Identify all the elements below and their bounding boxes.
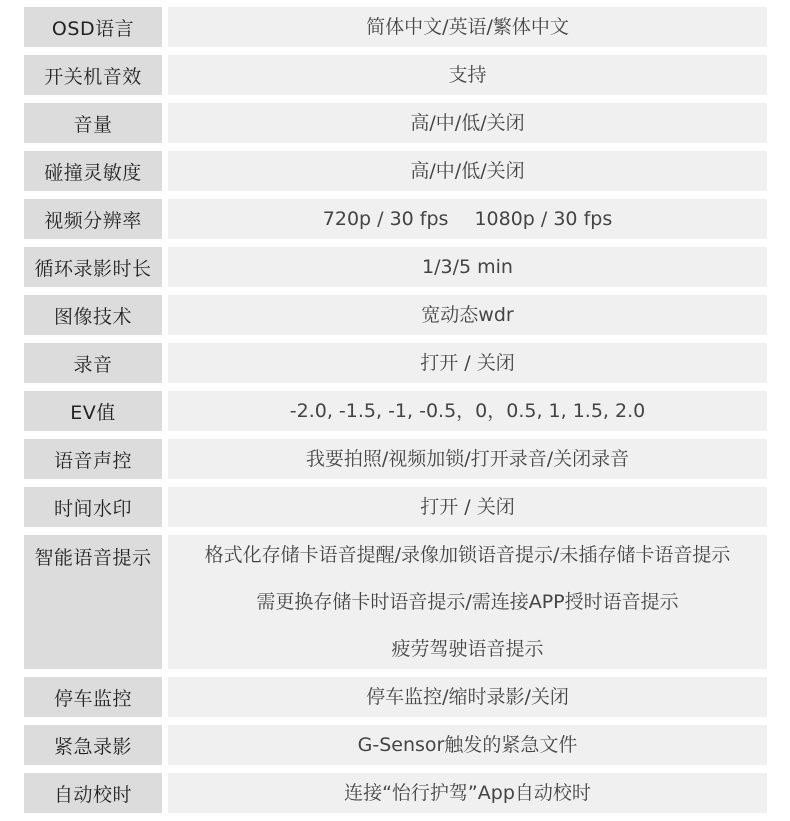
resolution-720p: 720p / 30 fps [322, 208, 449, 230]
spec-value [168, 7, 767, 47]
spec-row-collision-sensitivity [24, 151, 767, 191]
spec-value-text: -2.0, -1.5, -1, -0.5，0，0.5, 1, 1.5, 2.0 [289, 400, 646, 422]
spec-value-text: G-Sensor触发的紧急文件 [357, 734, 578, 756]
spec-label: 时间水印 [24, 487, 162, 527]
spec-value-text: 支持 [448, 64, 487, 86]
spec-row-time-watermark [24, 487, 767, 527]
spec-value-text: 疲劳驾驶语音提示 [391, 638, 544, 660]
spec-row-image-technology [24, 295, 767, 335]
spec-value-text: 连接“怡行护驾”App自动校时 [344, 782, 591, 804]
spec-value-text: 需更换存储卡时语音提示/需连接APP授时语音提示 [256, 591, 679, 613]
spec-value [168, 487, 767, 527]
spec-label: 图像技术 [24, 295, 162, 335]
spec-value [168, 677, 767, 717]
spec-value-text: 打开 / 关闭 [420, 352, 515, 374]
spec-value-text: 高/中/低/关闭 [410, 160, 525, 182]
spec-row-smart-voice-prompt [24, 535, 767, 669]
spec-row-audio-recording [24, 343, 767, 383]
spec-row-osd-language [24, 7, 767, 47]
spec-label: 碰撞灵敏度 [24, 151, 162, 191]
spec-value [168, 199, 767, 239]
spec-label: 音量 [24, 103, 162, 143]
spec-label: 视频分辨率 [24, 199, 162, 239]
spec-value [168, 391, 767, 431]
spec-row-emergency-recording [24, 725, 767, 765]
spec-row-voice-control [24, 439, 767, 479]
spec-row-loop-recording [24, 247, 767, 287]
spec-value-text-pair [323, 207, 612, 231]
spec-table [24, 0, 767, 821]
spec-value-text: 我要拍照/视频加锁/打开录音/关闭录音 [305, 448, 630, 470]
spec-value [168, 725, 767, 765]
spec-row-power-sound [24, 55, 767, 95]
spec-value-text: 高/中/低/关闭 [410, 112, 525, 134]
spec-label: 智能语音提示 [24, 535, 162, 669]
spec-value [168, 295, 767, 335]
spec-row-ev-value [24, 391, 767, 431]
spec-value-text: 格式化存储卡语音提醒/录像加锁语音提示/未插存储卡语音提示 [204, 544, 731, 566]
spec-value [168, 439, 767, 479]
spec-value [168, 151, 767, 191]
spec-label: 录音 [24, 343, 162, 383]
spec-value [168, 773, 767, 813]
spec-label: OSD语言 [24, 7, 162, 47]
spec-row-video-resolution [24, 199, 767, 239]
spec-value-text: 宽动态wdr [421, 304, 514, 326]
spec-row-parking-monitor [24, 677, 767, 717]
spec-value [168, 535, 767, 669]
spec-value [168, 103, 767, 143]
spec-row-auto-time-sync [24, 773, 767, 813]
spec-value-text: 停车监控/缩时录影/关闭 [366, 686, 569, 708]
spec-value [168, 343, 767, 383]
spec-label: 语音声控 [24, 439, 162, 479]
spec-value [168, 55, 767, 95]
spec-label: 循环录影时长 [24, 247, 162, 287]
spec-label: 紧急录影 [24, 725, 162, 765]
spec-label: 停车监控 [24, 677, 162, 717]
spec-label: 自动校时 [24, 773, 162, 813]
resolution-1080p: 1080p / 30 fps [474, 208, 613, 230]
spec-value [168, 247, 767, 287]
spec-value-text: 1/3/5 min [422, 256, 513, 278]
spec-row-volume [24, 103, 767, 143]
spec-value-text: 打开 / 关闭 [420, 496, 515, 518]
spec-label: EV值 [24, 391, 162, 431]
spec-value-text: 简体中文/英语/繁体中文 [366, 16, 569, 38]
spec-label: 开关机音效 [24, 55, 162, 95]
